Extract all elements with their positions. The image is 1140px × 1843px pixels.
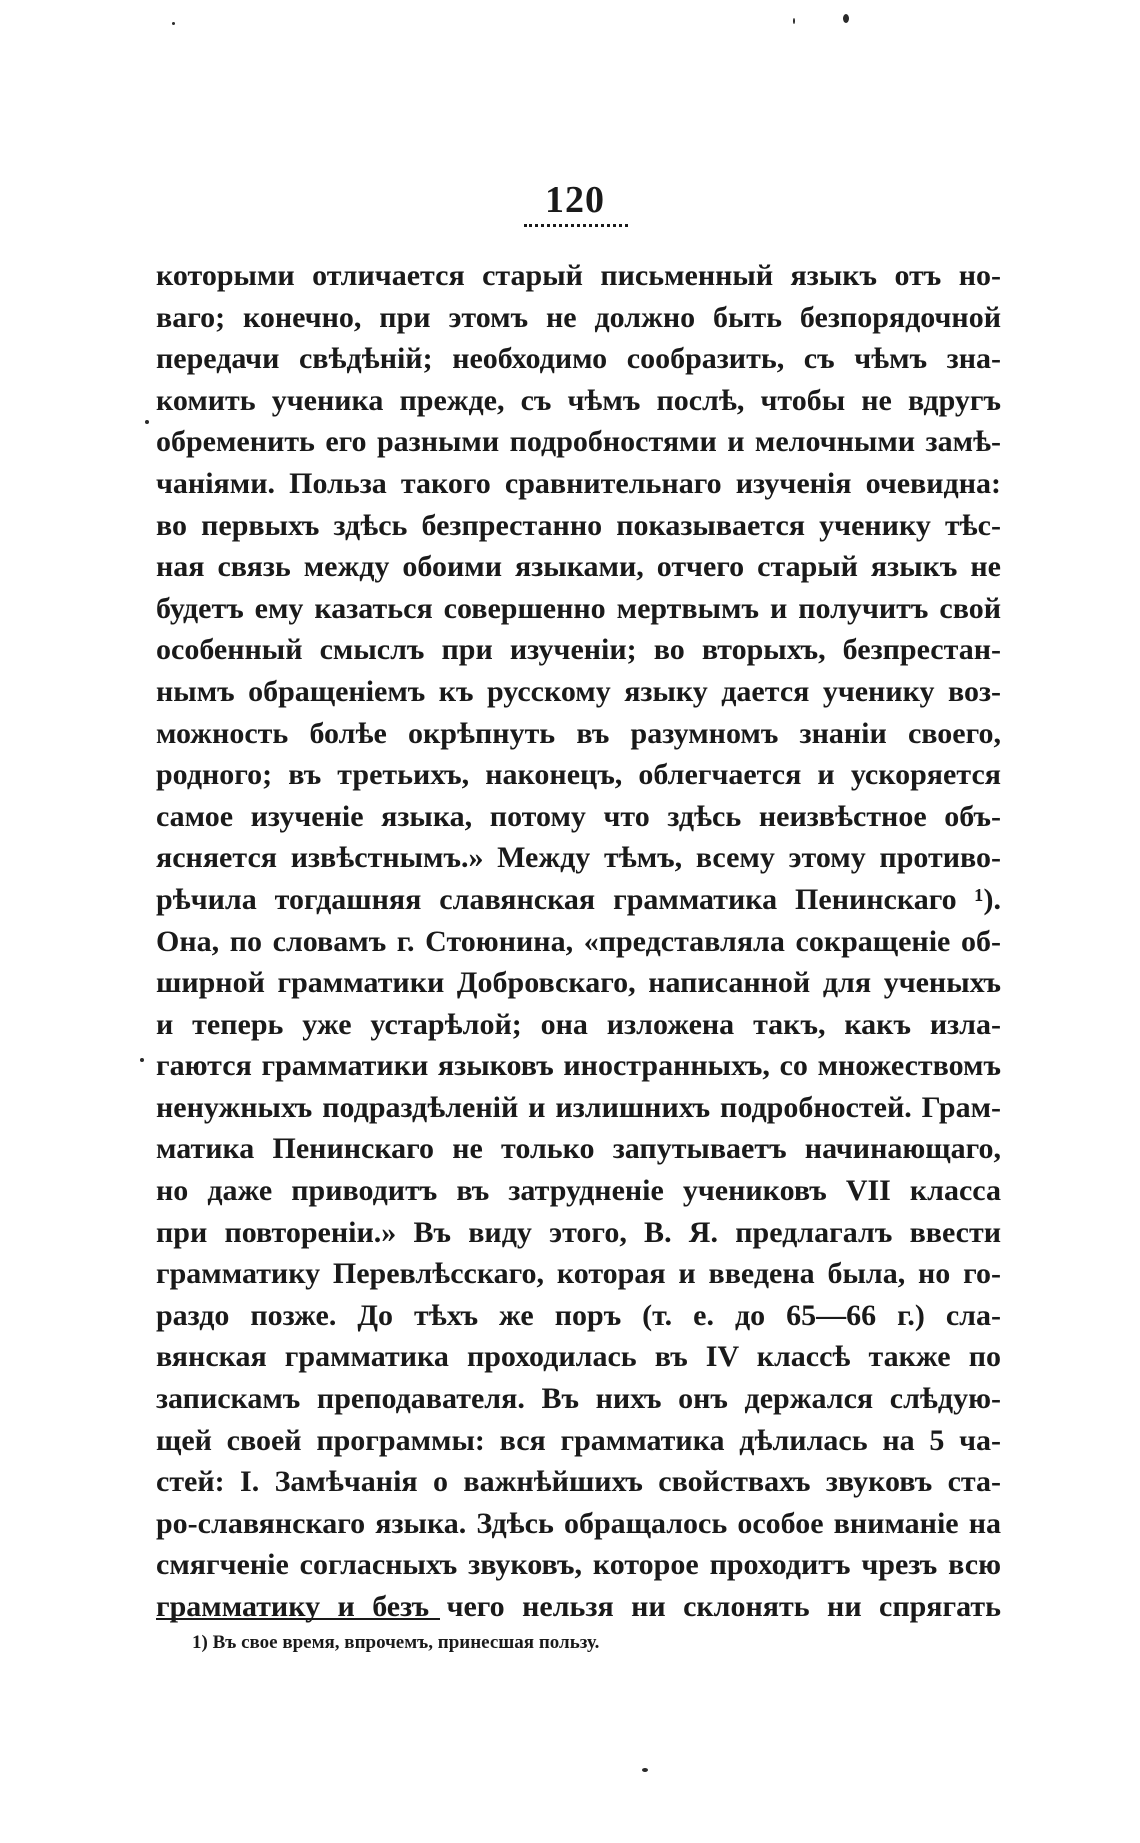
text-line: ваго; конечно, при этомъ не должно быть безпорядочной — [156, 300, 1001, 334]
text-line: самое изученіе языка, потому что здѣсь неизвѣстное объ- — [156, 799, 1001, 833]
text-line: передачи свѣдѣній; необходимо сообразить, съ чѣмъ зна- — [156, 342, 1001, 376]
text-line: смягченіе согласныхъ звуковъ, которое проходитъ чрезъ всю — [156, 1548, 1001, 1582]
page-number: 120 — [545, 179, 605, 221]
text-line: которыми отличается старый письменный языкъ отъ но- — [156, 259, 1001, 292]
text-line: запискамъ преподавателя. Въ нихъ онъ держался слѣдую- — [156, 1382, 1001, 1416]
text-line: обременить его разными подробностями и мелочными замѣ- — [156, 425, 1001, 459]
text-line: грамматику и безъ чего нельзя ни склонять ни спрягать — [156, 1590, 1001, 1623]
scan-speck — [793, 18, 795, 24]
text-line: комить ученика прежде, съ чѣмъ послѣ, чтобы не вдругъ — [156, 383, 1001, 417]
scan-speck — [172, 22, 175, 25]
text-line: грамматику Перевлѣсскаго, которая и введена была, но го- — [156, 1257, 1001, 1291]
text-line: раздо позже. До тѣхъ же поръ (т. е. до 65—66 г.) сла- — [156, 1298, 1001, 1332]
text-line: особенный смыслъ при изученіи; во вторыхъ, безпрестан- — [156, 633, 1001, 667]
text-line: рѣчила тогдашняя славянская грамматика Пенинскаго ¹). — [156, 882, 1001, 916]
footnote-divider — [156, 1618, 440, 1620]
text-line: во первыхъ здѣсь безпрестанно показывается ученику тѣс- — [156, 508, 1001, 542]
text-line: ясняется извѣстнымъ.» Между тѣмъ, всему этому противо- — [156, 841, 1001, 875]
text-line: и теперь уже устарѣлой; она изложена такъ, какъ изла- — [156, 1007, 1001, 1041]
scan-speck — [145, 420, 149, 424]
text-line: ширной грамматики Добровскаго, написанной для ученыхъ — [156, 966, 1001, 1000]
text-line: ро-славянскаго языка. Здѣсь обращалось особое вниманіе на — [156, 1506, 1001, 1540]
text-line: но даже приводитъ въ затрудненіе учениковъ VII класса — [156, 1174, 1001, 1208]
text-line: Она, по словамъ г. Стоюнина, «представляла сокращеніе об- — [156, 924, 1001, 958]
text-line: ная связь между обоими языками, отчего старый языкъ не — [156, 550, 1001, 584]
text-line: нымъ обращеніемъ къ русскому языку дается ученику воз- — [156, 674, 1001, 708]
scan-speck — [843, 14, 849, 23]
text-line: щей своей программы: вся грамматика дѣлилась на 5 ча- — [156, 1423, 1001, 1457]
text-line: при повтореніи.» Въ виду этого, В. Я. предлагалъ ввести — [156, 1215, 1001, 1249]
text-line: стей: I. Замѣчанія о важнѣйшихъ свойствахъ звуковъ ста- — [156, 1465, 1001, 1499]
footnote: 1) Въ свое время, впрочемъ, принесшая пользу. — [192, 1632, 600, 1653]
text-line: родного; въ третьихъ, наконецъ, облегчается и ускоряется — [156, 758, 1001, 792]
text-line: будетъ ему казаться совершенно мертвымъ и получитъ свой — [156, 591, 1001, 625]
page-number-rule — [524, 224, 628, 227]
text-line: чаніями. Польза такого сравнительнаго изученія очевидна: — [156, 466, 1001, 500]
scan-speck — [642, 1768, 648, 1772]
text-line: можность болѣе окрѣпнуть въ разумномъ знаніи своего, — [156, 716, 1001, 750]
body-text — [156, 255, 1001, 1628]
scan-speck — [140, 1058, 144, 1062]
text-line: матика Пенинскаго не только запутываетъ начинающаго, — [156, 1132, 1001, 1166]
text-line: вянская грамматика проходилась въ IV классѣ также по — [156, 1340, 1001, 1374]
text-line: ненужныхъ подраздѣленій и излишнихъ подробностей. Грам- — [156, 1090, 1001, 1124]
text-line: гаются грамматики языковъ иностранныхъ, со множествомъ — [156, 1049, 1001, 1083]
